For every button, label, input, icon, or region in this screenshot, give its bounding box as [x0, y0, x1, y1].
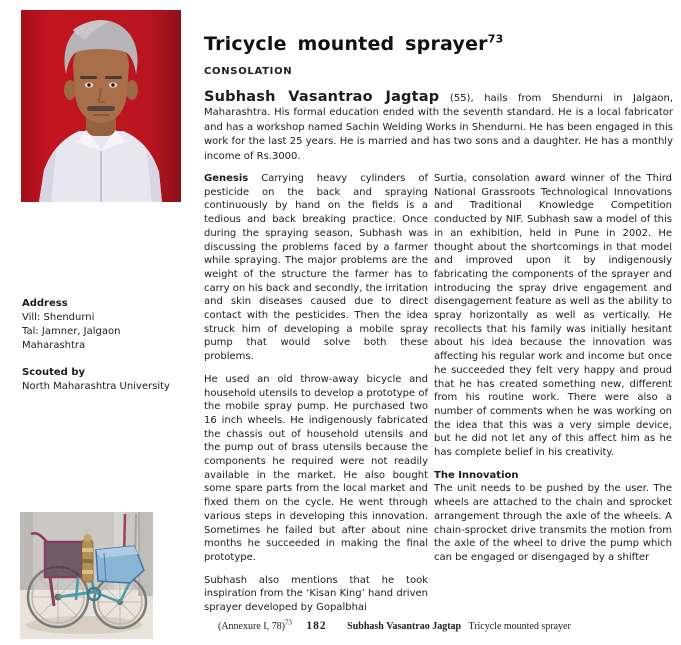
bio-text: (55), hails from Shendurni in Jalgaon, Maharashtra. His formal education ended with the seventh standard. He is a local fabricator and has a workshop named Sachin Welding Works in Shendurni. He has been engaged in this work for the last 25 years. He is married and has two sons and a daughter. He has a monthly income of Rs.3000. — [204, 93, 673, 162]
tricycle-photo — [20, 512, 153, 639]
address-line-state: Maharashtra — [22, 340, 86, 351]
footer-page-number: 182 — [306, 620, 327, 632]
address-block — [22, 297, 170, 394]
title-footnote-ref: 73 — [487, 32, 504, 46]
address-heading: Address — [22, 298, 68, 309]
footer-person-name: Subhash Vasantrao Jagtap — [347, 621, 462, 632]
innovation-paragraph: The unit needs to be pushed by the user. The wheels are attached to the chain and sprocket arrangement through the axle of the wheels. A chain-sprocket drive transmits the motion from the axle of the wheel to drive the pump which can be engaged or disengaged by a shifter — [434, 483, 672, 563]
portrait-photo — [21, 10, 181, 202]
award-label: CONSOLATION — [204, 66, 293, 77]
page-title — [204, 33, 503, 55]
genesis-text: Carrying heavy cylinders of pesticide on the back and spraying continuously by hand on the fields is a tedious and back breaking practice. Once during the spraying season, Subhash was discussing the problems faced by a farmer while spraying. The major problems are the weight of the structure the farmer has to carry on his back and secondly, the irritation and skin diseases caused due to direct contact with the pesticides. Then the idea struck him of developing a mobile spray pump that would solve both these problems. — [204, 173, 428, 363]
page-footer — [218, 620, 571, 632]
prototype-paragraph: He used an old throw-away bicycle and household utensils to develop a prototype of the mobile spray pump. He purchased two 16 inch wheels. He indigenously fabricated the chassis out of household utensils and the pump out of brass utensils because the components he required were not readily available in the market. He also bought some spare parts from the local market and fixed them on the cycle. He went through various steps in developing this innovation. Sometimes he failed but after about nine months he succeeded in making the final prototype. — [204, 373, 428, 563]
tricycle-photo-illustration — [20, 512, 153, 639]
address-line-taluka: Tal: Jamner, Jalgaon — [22, 326, 121, 337]
portrait-photo-illustration — [21, 10, 181, 202]
genesis-paragraph — [204, 172, 428, 364]
innovator-name: Subhash Vasantrao Jagtap — [204, 89, 440, 105]
article-right-column — [434, 172, 672, 574]
award-story-paragraph: Surtia, consolation award winner of the Third National Grassroots Technological Innovations and Traditional Knowledge Competition conducted by NIF. Subhash saw a model of this in an exhibition, held in Pune in 2002. He thought about the shortcomings in that model and improved upon it by indigenously fabricating the components of the sprayer and introducing the spray drive engagement and disengagement feature as well as the ability to spray horizontally as well as vertically. He recollects that his family was initially hesitant about his idea because the innovation was affecting his regular work and income but once he succeeded they felt very happy and proud that he has created something new, different from his routine work. There were also a number of comments when he was working on the idea that this was a very simple device, but he did not let any of this affect him as he has complete belief in his creativity. — [434, 173, 672, 459]
article-left-column — [204, 172, 428, 624]
footer-annexure — [218, 618, 292, 632]
footer-topic: Tricycle mounted sprayer — [468, 621, 571, 632]
bio-paragraph — [204, 90, 673, 164]
address-line-village: Vill: Shendurni — [22, 312, 95, 323]
inspiration-paragraph: Subhash also mentions that he took inspiration from the ‘Kisan King’ hand driven sprayer developed by Gopalbhai — [204, 574, 428, 614]
title-text: Tricycle mounted sprayer — [204, 33, 488, 55]
scouted-by-value: North Maharashtra University — [22, 381, 170, 392]
genesis-lead: Genesis — [204, 173, 249, 184]
footer-annexure-text: (Annexure I, 78) — [218, 621, 285, 632]
scouted-by-heading: Scouted by — [22, 367, 85, 378]
innovation-heading: The Innovation — [434, 469, 519, 481]
footer-footnote-ref: 73 — [284, 618, 292, 627]
